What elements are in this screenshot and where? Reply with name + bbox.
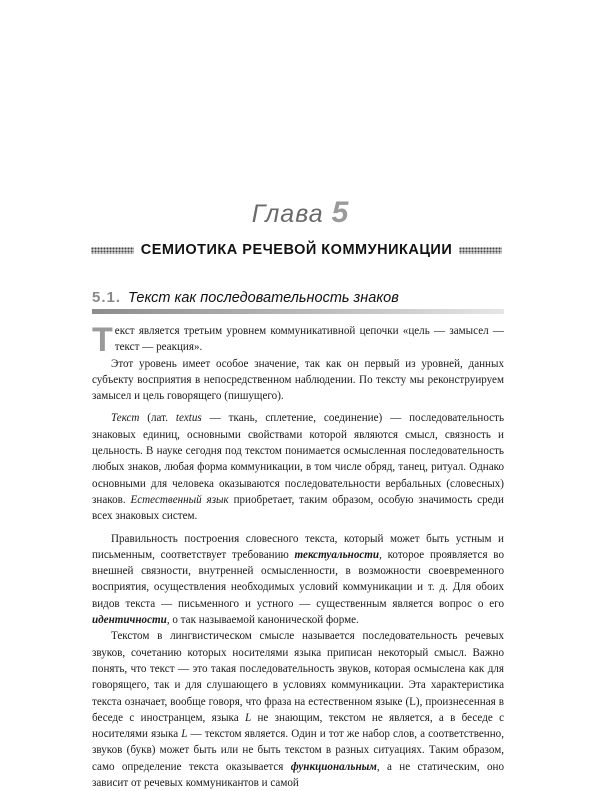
- text-run: Текстом в лингвистическом смысле называется последовательность речевых звуков, сочетанию которых носителями языка приписан некоторый смысл. Важно понять, что текст — это такая последовательность звуков, которая осмыслена как для говорящего, так и для слушающего в условиях коммуникации. Эта характеристика текста означает, вообще говоря, что фраза на естественном языке (L), произнесенная в беседе с иностранцем, языка: [92, 630, 504, 724]
- italic-text: Естественный язык: [130, 493, 229, 506]
- text-run: , о так называемой канонической форме.: [166, 614, 359, 627]
- emphasis-text: функциональным: [290, 760, 377, 773]
- section-rule: [92, 309, 504, 314]
- italic-text: L: [244, 711, 252, 724]
- chapter-word: Глава: [251, 200, 324, 228]
- dotted-rule-left: [91, 247, 134, 254]
- text-run: — ткань, сплетение, соединение) — последовательность знаковых единиц, основными свойствами которой являются смысл, связность и цельность. В науке сегодня под текстом понимается осмысленная последовательность любых знаков, любая форма коммуникации, в том числе обряд, танец, ритуал. Однако основными для человека оказываются последовательности вербальных (словесных) знаков.: [92, 412, 505, 506]
- italic-text: L: [181, 728, 188, 741]
- chapter-title-row: [91, 238, 502, 262]
- paragraph: [92, 323, 504, 404]
- chapter-title: СЕМИОТИКА РЕЧЕВОЙ КОММУНИКАЦИИ: [140, 242, 453, 258]
- italic-text: textus: [175, 412, 202, 425]
- text-run: приобретает, таким образом, особую значимость среди всех знаковых систем.: [92, 493, 504, 523]
- section-title: Текст как последовательность знаков: [128, 290, 399, 306]
- text-run: , которое проявляется во внешней связности, внутренней осмысленности, в возможности своевременного восприятия, осуществления необходимых условий коммуникации и т. д. Для обоих видов текста — письменного и устного — существенным является вопрос о его: [92, 548, 504, 610]
- emphasis-text: идентичности: [92, 614, 167, 627]
- text-run: Этот уровень имеет особое значение, так как он первый из уровней, данных субъекту восприятия в непосредственном наблюдении. По тексту мы реконструируем замысел и цель говорящего (пишущего).: [92, 357, 504, 403]
- text-run: екст является третьим уровнем коммуникативной цепочки «цель — замысел — текст — реакция».: [114, 325, 504, 354]
- text-run: , а не статическим, оно зависит от речевых коммуникантов и самой: [92, 760, 504, 790]
- drop-cap: Т: [92, 321, 113, 359]
- text-run: (лат.: [139, 412, 176, 425]
- body-text: [92, 323, 504, 791]
- dotted-rule-right: [459, 247, 502, 254]
- section-number: 5.1.: [92, 289, 122, 306]
- chapter-heading: [0, 196, 600, 230]
- section-heading: [92, 289, 504, 314]
- paragraph: [92, 410, 504, 524]
- text-run: не знающим, текстом не является, а в беседе с носителями языка: [92, 711, 504, 741]
- text-run: — текстом является. Один и тот же набор слов, а соответственно, звуков (букв) может быть или не быть текстом в разных ситуациях. Таким образом, само определение текста оказывается: [92, 728, 504, 773]
- text-run: Правильность построения словесного текста, который может быть устным и письменным, соответствует требованию: [92, 532, 504, 561]
- paragraph: [92, 531, 504, 629]
- italic-text: Текст: [111, 412, 140, 425]
- emphasis-text: текстуальности: [294, 548, 380, 561]
- paragraph: [92, 628, 504, 791]
- chapter-number: 5: [331, 196, 349, 229]
